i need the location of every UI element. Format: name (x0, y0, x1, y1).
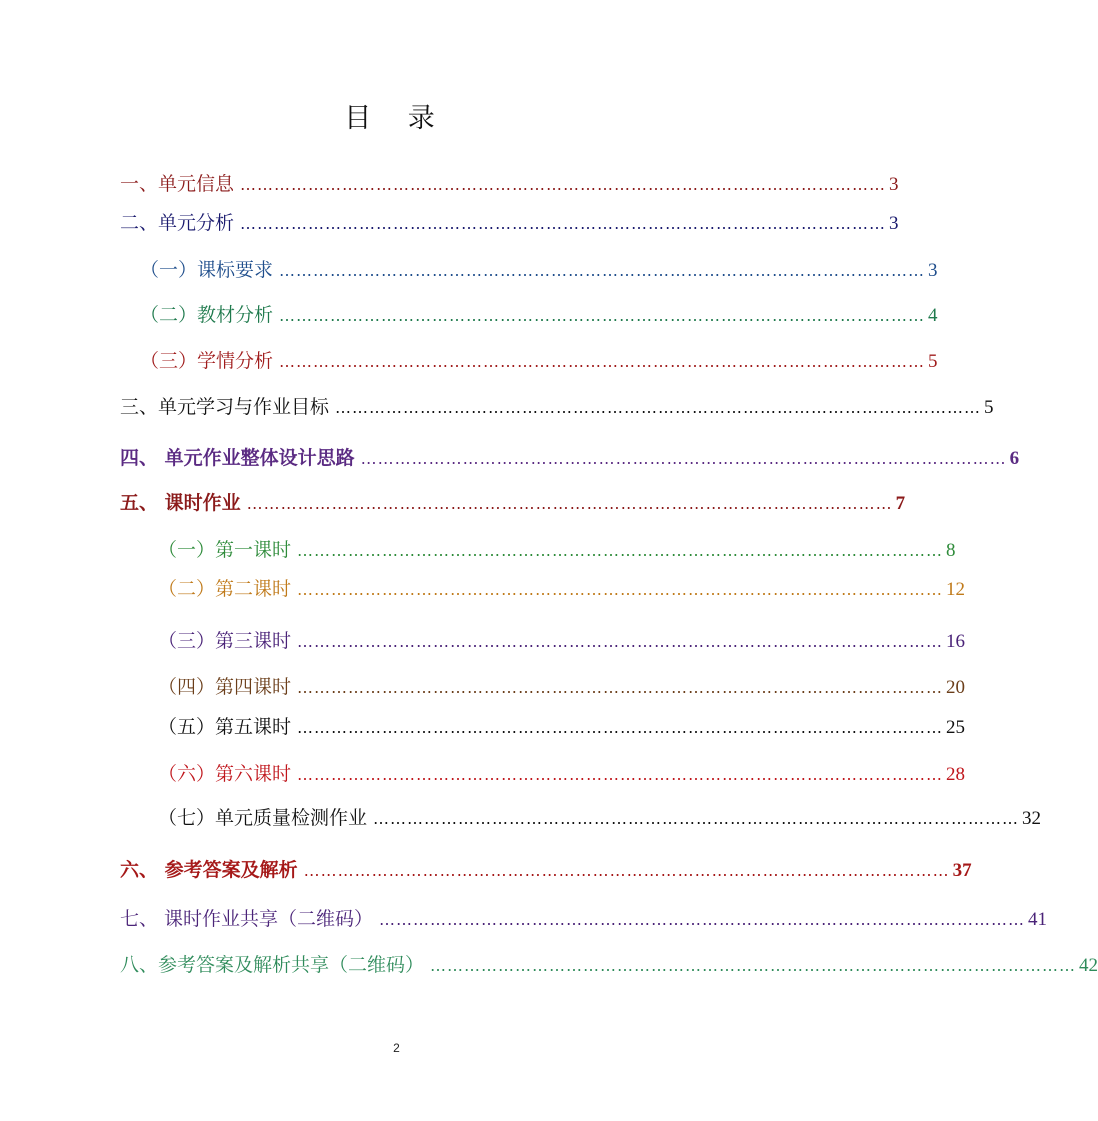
toc-entry-label: 六、 参考答案及解析 (120, 859, 298, 881)
toc-entry-page: 42 (1079, 955, 1098, 976)
toc-entry-label: （四）第四课时 (158, 676, 292, 698)
toc-entry-18[interactable] (120, 950, 1098, 977)
toc-entry-page: 37 (952, 860, 972, 881)
toc-entry-page: 5 (984, 397, 994, 418)
dot-leader: …………………………………………………………………………………………………… (379, 910, 1026, 929)
toc-entry-5[interactable] (140, 346, 938, 373)
toc-entry-4[interactable] (140, 300, 938, 327)
toc-entry-page: 16 (946, 631, 966, 652)
dot-leader: …………………………………………………………………………………………………… (297, 678, 944, 697)
toc-entry-page: 6 (1009, 448, 1020, 469)
toc-entry-page: 3 (889, 213, 899, 234)
toc-entry-label: 三、单元学习与作业目标 (120, 396, 330, 418)
dot-leader: …………………………………………………………………………………………………… (430, 956, 1077, 975)
toc-entry-label: （一）第一课时 (158, 539, 292, 561)
toc-entry-16[interactable] (120, 855, 972, 882)
dot-leader: …………………………………………………………………………………………………… (279, 352, 926, 371)
toc-entry-page: 28 (946, 764, 966, 785)
toc-entry-page: 20 (946, 677, 966, 698)
toc-entry-label: （一）课标要求 (140, 259, 274, 281)
dot-leader: …………………………………………………………………………………………………… (373, 809, 1020, 828)
toc-entry-page: 41 (1028, 909, 1048, 930)
toc-entry-page: 3 (928, 260, 938, 281)
toc-entry-page: 8 (946, 540, 956, 561)
toc-entry-8[interactable] (120, 488, 906, 515)
toc-entry-label: 八、参考答案及解析共享（二维码） (120, 954, 425, 976)
toc-entry-7[interactable] (120, 443, 1020, 470)
dot-leader: …………………………………………………………………………………………………… (303, 861, 950, 880)
toc-entry-page: 25 (946, 717, 966, 738)
toc-entry-label: （七）单元质量检测作业 (158, 807, 368, 829)
toc-entry-label: （二）第二课时 (158, 578, 292, 600)
toc-entry-label: 二、单元分析 (120, 212, 235, 234)
toc-entry-9[interactable] (158, 535, 956, 562)
toc-entry-10[interactable] (158, 574, 966, 601)
dot-leader: …………………………………………………………………………………………………… (297, 718, 944, 737)
toc-entry-2[interactable] (120, 208, 899, 235)
toc-entry-page: 4 (928, 305, 938, 326)
dot-leader: …………………………………………………………………………………………………… (297, 580, 944, 599)
toc-entry-17[interactable] (120, 904, 1048, 931)
toc-entry-label: （二）教材分析 (140, 304, 274, 326)
toc-entry-14[interactable] (158, 759, 966, 786)
dot-leader: …………………………………………………………………………………………………… (360, 449, 1007, 468)
dot-leader: …………………………………………………………………………………………………… (240, 175, 887, 194)
toc-entry-label: （三）学情分析 (140, 350, 274, 372)
toc-entry-label: 五、 课时作业 (120, 492, 241, 514)
dot-leader: …………………………………………………………………………………………………… (279, 306, 926, 325)
dot-leader: …………………………………………………………………………………………………… (297, 541, 944, 560)
toc-entry-3[interactable] (140, 255, 938, 282)
toc-entry-label: （五）第五课时 (158, 716, 292, 738)
toc-entry-11[interactable] (158, 626, 966, 653)
dot-leader: …………………………………………………………………………………………………… (240, 214, 887, 233)
dot-leader: …………………………………………………………………………………………………… (335, 398, 982, 417)
dot-leader: …………………………………………………………………………………………………… (297, 765, 944, 784)
dot-leader: …………………………………………………………………………………………………… (279, 261, 926, 280)
toc-entry-page: 32 (1022, 808, 1042, 829)
toc-entry-12[interactable] (158, 672, 966, 699)
dot-leader: …………………………………………………………………………………………………… (297, 632, 944, 651)
toc-entry-13[interactable] (158, 712, 966, 739)
dot-leader: …………………………………………………………………………………………………… (246, 494, 893, 513)
page-number: 2 (393, 1041, 400, 1055)
toc-entry-page: 3 (889, 174, 899, 195)
toc-entry-6[interactable] (120, 392, 994, 419)
toc-entry-page: 5 (928, 351, 938, 372)
toc-entry-15[interactable] (158, 803, 1042, 830)
toc-entry-page: 12 (946, 579, 966, 600)
toc-entry-label: 七、 课时作业共享（二维码） (120, 908, 374, 930)
toc-entry-label: 四、 单元作业整体设计思路 (120, 447, 355, 469)
toc-entry-label: （六）第六课时 (158, 763, 292, 785)
toc-entry-label: （三）第三课时 (158, 630, 292, 652)
toc-entry-page: 7 (895, 493, 906, 514)
toc-title: 目 录 (344, 103, 449, 134)
toc-entry-1[interactable] (120, 169, 899, 196)
toc-entry-label: 一、单元信息 (120, 173, 235, 195)
